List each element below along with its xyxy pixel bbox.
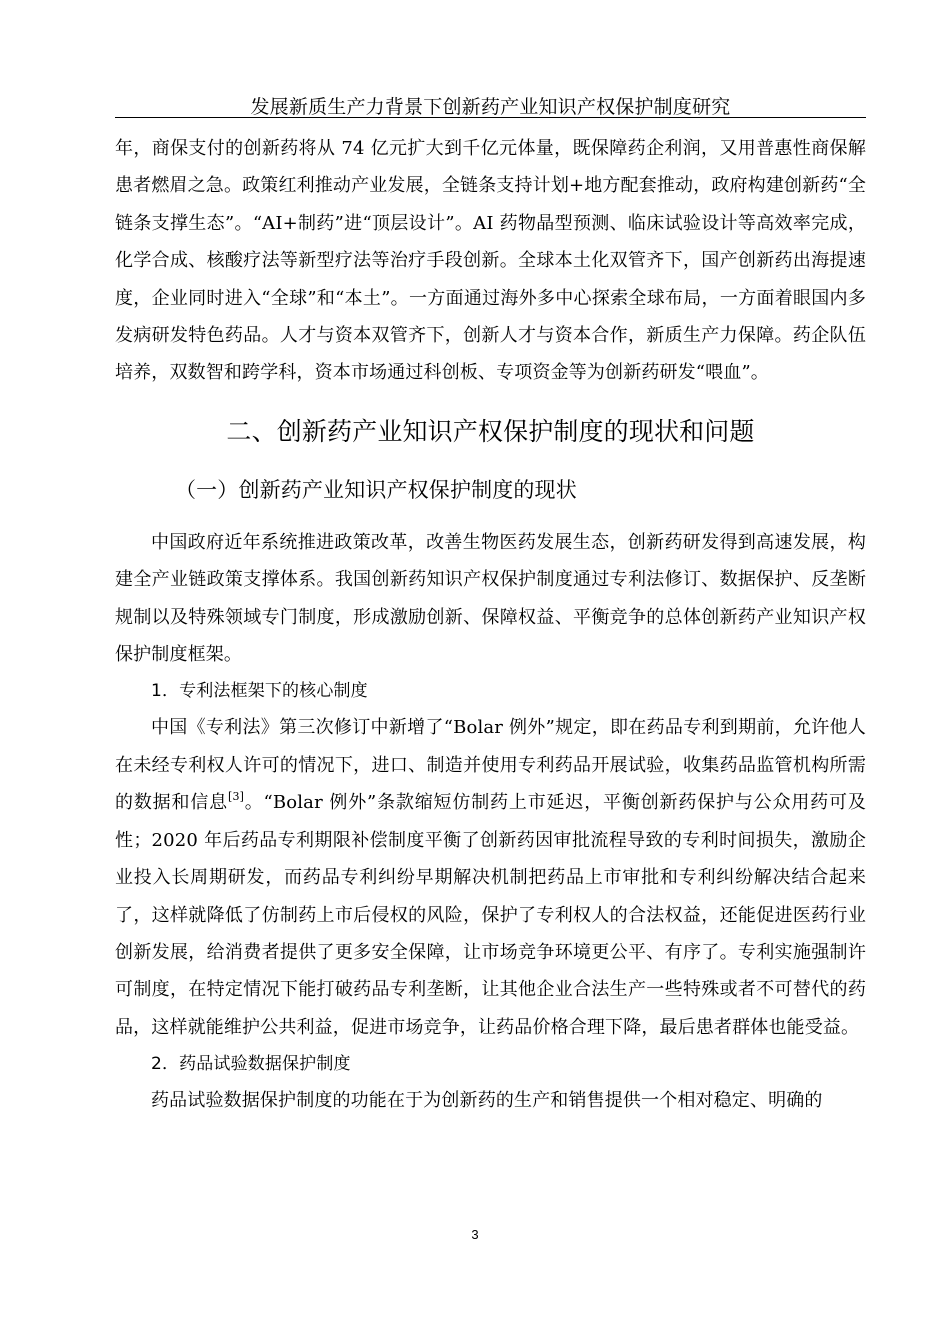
item-heading-patent-law: 1．专利法框架下的核心制度 [151,681,368,702]
paragraph-patent-law-part2: 。“Bolar 例外”条款缩短仿制药上市延迟，平衡创新药保护与公众用药可及性；2020 年后药品专利期限补偿制度平衡了创新药因审批流程导致的专利时间损失，激励企业投入长周期研发，而药品专利纠纷早期解决机制把药品上市审批和专利纠纷解决结合起来了，这样就降低了仿制药上市后侵权的风险，保护了专利权人的合法权益，还能促进医药行业创新发展，给消费者提供了更多安全保障，让市场竞争环境更公平、有序了。专利实施强制许可制度，在特定情况下能打破药品专利垄断，让其他企业合法生产一些特殊或者不可替代的药品，这样就能维护公共利益，促进市场竞争，让药品价格合理下降，最后患者群体也能受益。 [115,792,866,1038]
header-rule [115,117,866,118]
paragraph-data-protection: 药品试验数据保护制度的功能在于为创新药的生产和销售提供一个相对稳定、明确的 [151,1090,823,1112]
paragraph-continued: 年，商保支付的创新药将从 74 亿元扩大到千亿元体量，既保障药企利润，又用普惠性商保解患者燃眉之急。政策红利推动产业发展，全链条支持计划+地方配套推动，政府构建创新药“全链条支撑生态”。“AI+制药”进“顶层设计”。AI 药物晶型预测、临床试验设计等高效率完成，化学合成、核酸疗法等新型疗法等治疗手段创新。全球本土化双管齐下，国产创新药出海提速度，企业同时进入“全球”和“本土”。一方面通过海外多中心探索全球布局，一方面着眼国内多发病研发特色药品。人才与资本双管齐下，创新人才与资本合作，新质生产力保障。药企队伍培养，双数智和跨学科，资本市场通过科创板、专项资金等为创新药研发“喂血”。 [115,138,866,384]
running-header: 发展新质生产力背景下创新药产业知识产权保护制度研究 [250,96,731,118]
paragraph-status-overview: 中国政府近年系统推进政策改革，改善生物医药发展生态，创新药研发得到高速发展，构建全产业链政策支撑体系。我国创新药知识产权保护制度通过专利法修订、数据保护、反垄断规制以及特殊领域专门制度，形成激励创新、保障权益、平衡竞争的总体创新药产业知识产权保护制度框架。 [115,531,866,666]
section-heading: 二、创新药产业知识产权保护制度的现状和问题 [226,416,755,446]
citation-marker[interactable]: [3] [228,790,245,804]
subsection-heading: （一）创新药产业知识产权保护制度的现状 [175,477,577,502]
paragraph-patent-law-part1: 中国《专利法》第三次修订中新增了“Bolar 例外”规定，即在药品专利到期前，允许他人在未经专利权人许可的情况下，进口、制造并使用专利药品开展试验，收集药品监管机构所需的数据和信息 [115,717,866,814]
paragraph-patent-law [115,709,866,1046]
page-number: 3 [471,1227,479,1242]
item-heading-data-protection: 2．药品试验数据保护制度 [151,1054,351,1075]
page-body [115,130,866,1120]
